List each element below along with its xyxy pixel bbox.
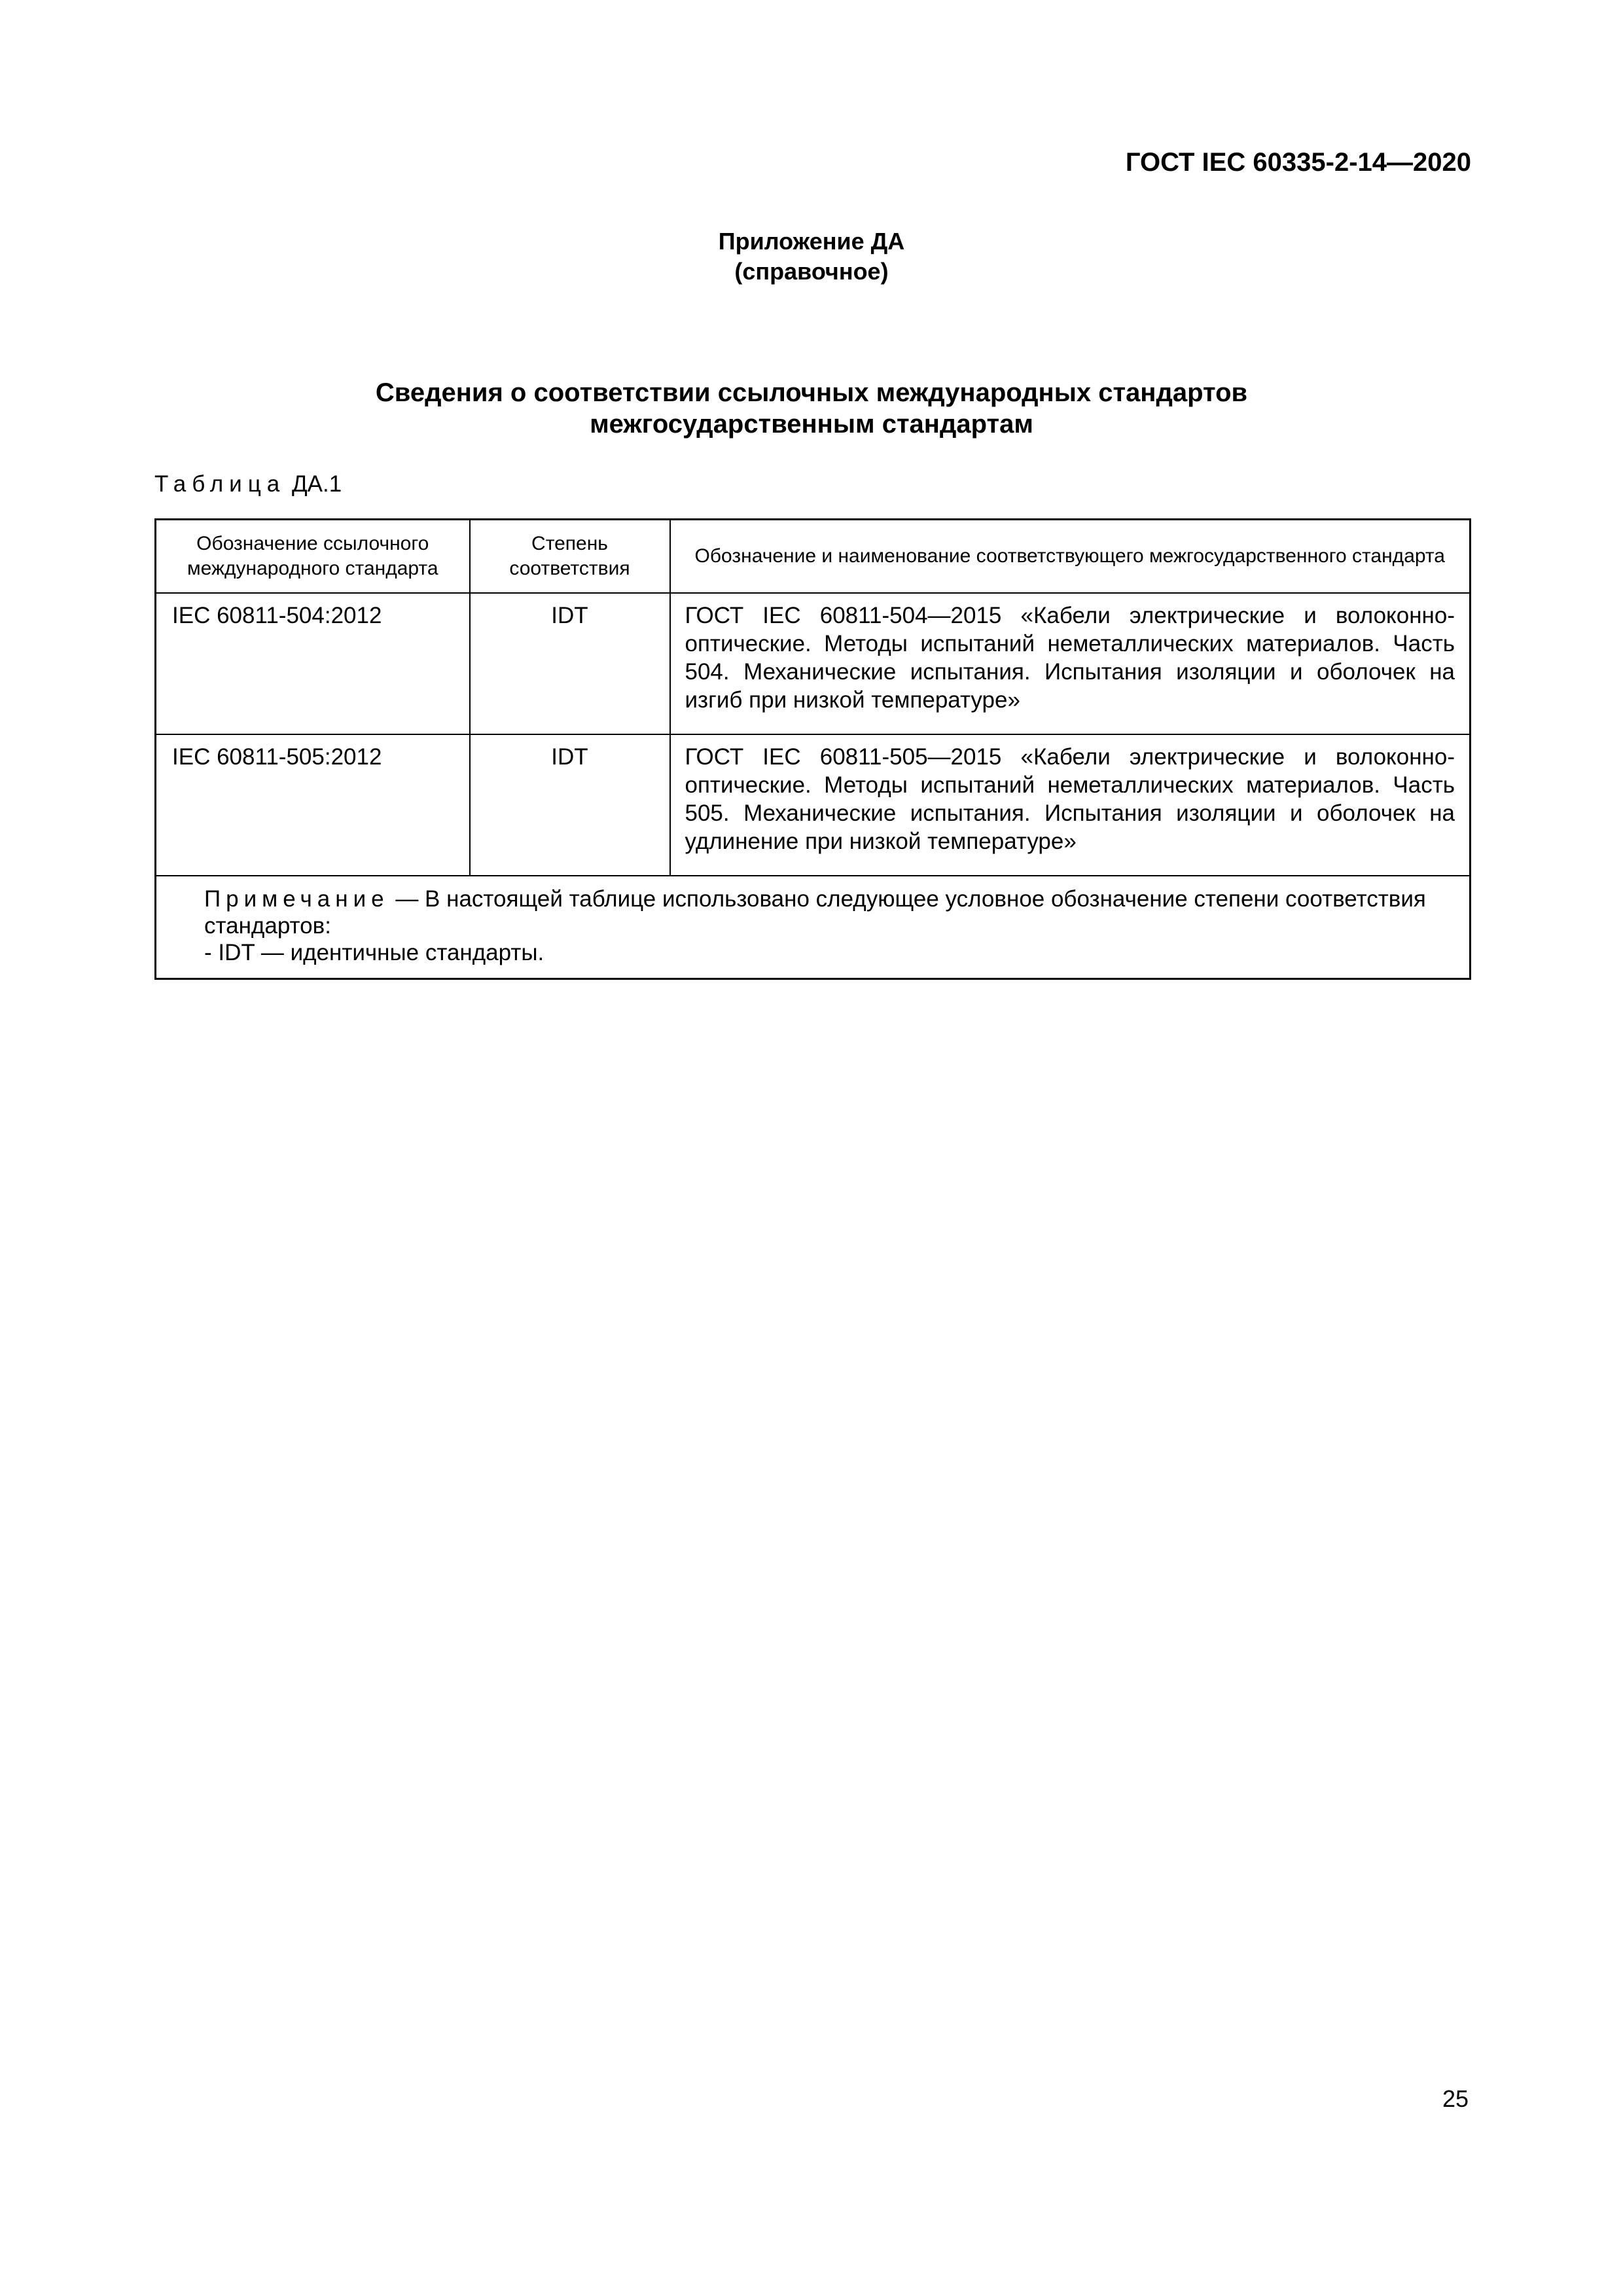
section-heading (0, 377, 1623, 440)
table-note-row (156, 876, 1471, 979)
cell-description: ГОСТ IEC 60811-505—2015 «Кабели электрические и волоконно-оптические. Методы испытаний неметаллических материалов. Часть 505. Механические испытания. Испытания изоляции и оболочек на удлинение при низкой температуре» (670, 734, 1471, 876)
note-label: Примечание (204, 886, 389, 912)
appendix-block (0, 226, 1623, 287)
page-number: 25 (1442, 2085, 1469, 2112)
appendix-subtitle: (справочное) (734, 258, 889, 285)
cell-reference: IEC 60811-504:2012 (156, 593, 470, 734)
cell-reference: IEC 60811-505:2012 (156, 734, 470, 876)
note-body: — В настоящей таблице использовано следующее условное обозначение степени соответствия стандартов: (204, 886, 1426, 939)
appendix-title: Приложение ДА (718, 228, 905, 255)
table-caption (154, 471, 342, 497)
correspondence-table (154, 518, 1471, 980)
section-heading-line-1: Сведения о соответствии ссылочных международных стандартов (375, 378, 1248, 407)
table-row (156, 734, 1471, 876)
note-text (169, 886, 1456, 939)
column-header-degree: Степень соответствия (470, 520, 670, 594)
table-row (156, 593, 1471, 734)
document-standard-id: ГОСТ IEC 60335-2-14—2020 (1125, 148, 1471, 177)
cell-degree: IDT (470, 734, 670, 876)
table-caption-label: Таблица (154, 471, 286, 497)
table-header-row (156, 520, 1471, 594)
table-caption-number: ДА.1 (291, 471, 342, 497)
cell-description: ГОСТ IEC 60811-504—2015 «Кабели электрические и волоконно-оптические. Методы испытаний неметаллических материалов. Часть 504. Механические испытания. Испытания изоляции и оболочек на изгиб при низкой температуре» (670, 593, 1471, 734)
cell-degree: IDT (470, 593, 670, 734)
column-header-description: Обозначение и наименование соответствующего межгосударственного стандарта (670, 520, 1471, 594)
section-heading-line-2: межгосударственным стандартам (590, 410, 1033, 439)
note-item: - IDT — идентичные стандарты. (204, 940, 544, 965)
table-note (156, 876, 1471, 979)
column-header-reference: Обозначение ссылочного международного стандарта (156, 520, 470, 594)
